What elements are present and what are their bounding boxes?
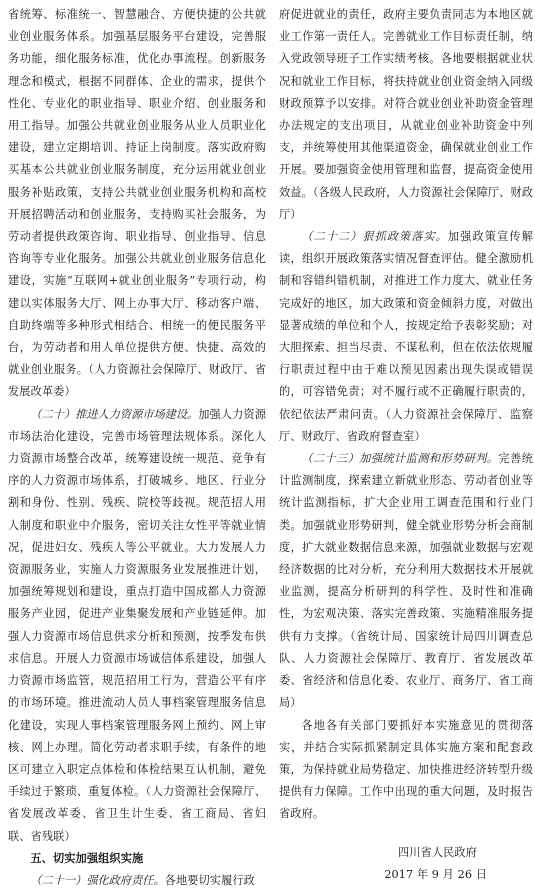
clause-heading-20: （二十）推进人力资源市场建设。 — [30, 407, 199, 421]
paragraph-statistics-monitoring — [279, 448, 533, 714]
clause-body-20: 加强人力资源市场法治化建设，完善市场管理法规体系。深化人力资源市场整合改革，统筹建设统一规范、竞争有序的人力资源市场体系，打破城乡、地区、行业分割和身份、性别、残疾、院校等歧视。规范招人用人制度和职业中介服务，密切关注女性平等就业情况，促进妇女、残疾人等公平就业。大力发展人力资源服务业，实施人力资源服务业发展推进计划，加强统筹规划和建设，重点打造中国成都人力资源服务产业园，促进产业集聚发展和产业链延伸。加强人力资源市场信息供求分析和预测，按季发布供求信息。开展人力资源市场诚信体系建设，加强人力资源市场监管，规范招用工行为，营造公平有序的市场环境。推进流动人员人事档案管理服务信息化建设，实现人事档案管理服务网上预约、网上审核、网上办理。简化劳动者求职手续，有条件的地区可建立入职定点体检和体检结果互认机制，避免手续过于繁琐、重复体检。（人力资源社会保障厅、省发展改革委、省卫生计生委、省工商局、省妇联、省残联） — [8, 407, 266, 843]
clause-heading-21: （二十一）强化政府责任。 — [30, 873, 165, 887]
issuer-signature: 四川省人民政府 — [397, 845, 477, 859]
clause-heading-23: （二十三）加强统计监测和形势研判。 — [301, 452, 499, 466]
right-column — [279, 4, 533, 886]
paragraph-public-employment-service: 省统筹、标准统一、智慧融合、方便快捷的公共就业创业服务体系。加强基层服务平台建设，完善服务功能，细化服务标准，优化办事流程。创新服务理念和模式，根据不同群体、企业的需求，提供个性化、专业化的职业指导、职业介绍、创业服务和用工指导。加强公共就业创业服务从业人员职业化建设，建立定期培训、持证上岗制度。落实政府购买基本公共就业创业服务制度，充分运用就业创业服务补贴政策，支持公共就业创业服务机构和高校开展招聘活动和创业服务，支持购买社会服务，为劳动者提供政策咨询、职业指导、创业指导、信息咨询等专业化服务。加强公共就业创业服务信息化建设，实施“互联网+就业创业服务”专项行动，构建以实体服务大厅、网上办事大厅、移动客户端、自助终端等多种形式相结合、相统一的便民服务平台，为劳动者和用人单位提供方便、快捷、高效的就业创业服务。（人力资源社会保障厅、财政厅、省发展改革委） — [8, 8, 266, 399]
paragraph-hr-market — [8, 404, 266, 848]
clause-heading-22: （二十二）狠抓政策落实。 — [301, 230, 448, 244]
section-heading-5: 五、切实加强组织实施 — [30, 851, 144, 865]
paragraph-policy-implementation — [279, 226, 533, 448]
paragraph-closing: 各地各有关部门要抓好本实施意见的贯彻落实，并结合实际抓紧制定具体实施方案和配套政策，为保持就业局势稳定、加快推进经济转型升级提供有力保障。工作中出现的重大问题，及时报告省政府。 — [279, 718, 533, 821]
clause-body-22: 加强政策宣传解读，组织开展政策落实情况督查评估。健全激励机制和容错纠错机制，对推进工作力度大、就业任务完成好的地区，加大政策和资金倾斜力度，对做出显著成绩的单位和个人，按规定给予表彰奖励；对大胆探索、担当尽责、不谋私利，但在依法依规履行职责过程中由于难以预见因素出现失误或错误的，可容错免责；对不履行或不正确履行职责的，依纪依法严肃问责。（人力资源社会保障厅、监察厅、财政厅、省政府督查室） — [279, 230, 533, 443]
clause-body-23: 完善统计监测制度，探索建立新就业形态、劳动者创业等统计监测指标，扩大企业用工调查范围和行业门类。加强就业形势研判，健全就业形势分析会商制度，扩大就业数据信息来源，加强就业数据与宏观经济数据的比对分析，充分利用大数据技术开展就业监测，提高分析研判的科学性、及时性和准确性，为宏观决策、落实完善政策、实施精准服务提供有力支撑。（省统计局、国家统计局四川调查总队、人力资源社会保障厅、教育厅、省发展改革委、省经济和信息化委、农业厅、商务厅、省工商局） — [279, 452, 533, 710]
clause-body-21: 各地要切实履行政 — [164, 873, 255, 887]
paragraph-government-responsibility-cont: 府促进就业的责任，政府主要负责同志为本地区就业工作第一责任人。完善就业工作目标责任制，纳入党政领导班子工作实绩考核。各地要根据就业状况和就业工作目标，将扶持就业创业资金纳入同级财政预算予以安排。对符合就业创业补助资金管理办法规定的支出项目，从就业创业补助资金中列支，并统筹使用其他渠道资金，确保就业创业工作开展。要加强资金使用管理和监督，提高资金使用效益。（各级人民政府，人力资源社会保障厅、财政厅） — [279, 8, 534, 221]
left-column — [8, 4, 266, 892]
paragraph-government-responsibility — [8, 870, 266, 892]
spacer — [279, 826, 533, 842]
issue-date: 2017 年 9 月 26 日 — [384, 867, 487, 881]
